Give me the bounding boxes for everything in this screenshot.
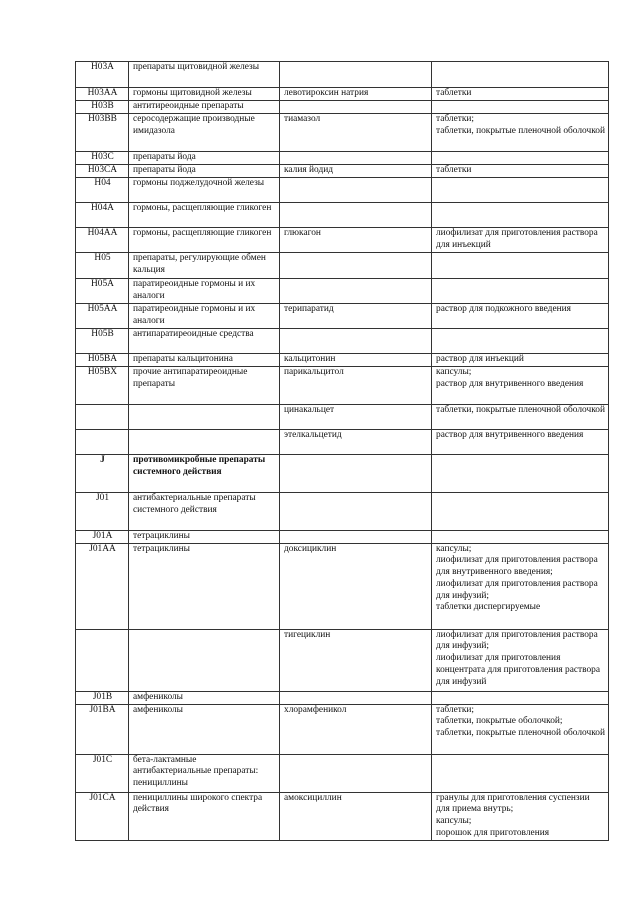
table-row: [76, 754, 609, 792]
drug-name-cell: [280, 62, 432, 88]
dosage-form-cell: [432, 253, 609, 279]
atc-table-body: [76, 62, 609, 841]
table-row: [76, 178, 609, 203]
table-row: [76, 152, 609, 165]
table-row: [76, 531, 609, 544]
dosage-form-cell: раствор для внутривенного введения: [432, 430, 609, 455]
dosage-form-cell: раствор для подкожного введения: [432, 304, 609, 329]
table-row: [76, 354, 609, 367]
group-name-cell: [129, 629, 280, 691]
drug-name-cell: [280, 253, 432, 279]
drug-name-cell: тигециклин: [280, 629, 432, 691]
group-name-cell: серосодержащие производные имидазола: [129, 114, 280, 152]
drug-name-cell: [280, 152, 432, 165]
atc-code-cell: H05AA: [76, 304, 129, 329]
atc-code-cell: H03CA: [76, 165, 129, 178]
atc-code-cell: H04AA: [76, 228, 129, 253]
table-row: [76, 279, 609, 304]
dosage-form-cell: [432, 101, 609, 114]
atc-code-cell: J01CA: [76, 792, 129, 840]
group-name-cell: антибактериальные препараты системного действия: [129, 493, 280, 531]
atc-code-cell: H03A: [76, 62, 129, 88]
dosage-form-cell: гранулы для приготовления суспензии для приема внутрь; капсулы; порошок для приготовления: [432, 792, 609, 840]
atc-code-cell: J01C: [76, 754, 129, 792]
atc-code-cell: J01: [76, 493, 129, 531]
atc-code-cell: J01AA: [76, 543, 129, 629]
atc-code-cell: H05BX: [76, 367, 129, 405]
table-row: [76, 329, 609, 354]
group-name-cell: паратиреоидные гормоны и их аналоги: [129, 279, 280, 304]
group-name-cell: препараты, регулирующие обмен кальция: [129, 253, 280, 279]
group-name-cell: бета-лактамные антибактериальные препараты: пенициллины: [129, 754, 280, 792]
group-name-cell: [129, 430, 280, 455]
atc-code-cell: [76, 430, 129, 455]
group-name-cell: препараты щитовидной железы: [129, 62, 280, 88]
atc-code-cell: H04: [76, 178, 129, 203]
drug-name-cell: терипаратид: [280, 304, 432, 329]
group-name-cell: паратиреоидные гормоны и их аналоги: [129, 304, 280, 329]
dosage-form-cell: [432, 178, 609, 203]
dosage-form-cell: раствор для инъекций: [432, 354, 609, 367]
table-row: [76, 165, 609, 178]
atc-code-cell: J01BA: [76, 704, 129, 754]
drug-name-cell: этелкальцетид: [280, 430, 432, 455]
table-row: [76, 88, 609, 101]
dosage-form-cell: таблетки: [432, 88, 609, 101]
drug-name-cell: доксициклин: [280, 543, 432, 629]
dosage-form-cell: капсулы; лиофилизат для приготовления раствора для внутривенного введения; лиофилизат для приготовления раствора для инфузий; таблетки диспергируемые: [432, 543, 609, 629]
atc-code-cell: [76, 405, 129, 430]
table-row: [76, 455, 609, 493]
dosage-form-cell: [432, 754, 609, 792]
table-row: [76, 114, 609, 152]
group-name-cell: прочие антипаратиреоидные препараты: [129, 367, 280, 405]
atc-code-cell: J01A: [76, 531, 129, 544]
dosage-form-cell: [432, 455, 609, 493]
table-row: [76, 792, 609, 840]
group-name-cell: тетрациклины: [129, 531, 280, 544]
drug-name-cell: [280, 279, 432, 304]
drug-name-cell: амоксициллин: [280, 792, 432, 840]
atc-code-cell: H04A: [76, 203, 129, 228]
drug-name-cell: [280, 101, 432, 114]
drug-name-cell: [280, 531, 432, 544]
dosage-form-cell: таблетки: [432, 165, 609, 178]
group-name-cell: антипаратиреоидные средства: [129, 329, 280, 354]
table-row: [76, 430, 609, 455]
group-name-cell: амфениколы: [129, 704, 280, 754]
group-name-cell: гормоны, расщепляющие гликоген: [129, 203, 280, 228]
atc-code-cell: H05A: [76, 279, 129, 304]
drug-name-cell: калия йодид: [280, 165, 432, 178]
drug-name-cell: [280, 691, 432, 704]
group-name-cell: тетрациклины: [129, 543, 280, 629]
dosage-form-cell: [432, 203, 609, 228]
drug-name-cell: [280, 754, 432, 792]
drug-name-cell: глюкагон: [280, 228, 432, 253]
table-row: [76, 62, 609, 88]
dosage-form-cell: таблетки; таблетки, покрытые оболочкой; таблетки, покрытые пленочной оболочкой: [432, 704, 609, 754]
dosage-form-cell: таблетки, покрытые пленочной оболочкой: [432, 405, 609, 430]
drug-name-cell: [280, 329, 432, 354]
table-row: [76, 493, 609, 531]
group-name-cell: пенициллины широкого спектра действия: [129, 792, 280, 840]
dosage-form-cell: капсулы; раствор для внутривенного введения: [432, 367, 609, 405]
dosage-form-cell: [432, 691, 609, 704]
dosage-form-cell: лиофилизат для приготовления раствора для инфузий; лиофилизат для приготовления концентрата для приготовления раствора для инфузий: [432, 629, 609, 691]
atc-drug-table: [75, 61, 609, 841]
table-row: [76, 253, 609, 279]
drug-name-cell: [280, 455, 432, 493]
atc-code-cell: H05BA: [76, 354, 129, 367]
atc-code-cell: [76, 629, 129, 691]
dosage-form-cell: лиофилизат для приготовления раствора для инъекций: [432, 228, 609, 253]
table-row: [76, 691, 609, 704]
drug-name-cell: тиамазол: [280, 114, 432, 152]
group-name-cell: препараты йода: [129, 165, 280, 178]
group-name-cell: препараты кальцитонина: [129, 354, 280, 367]
atc-code-cell: H03B: [76, 101, 129, 114]
drug-name-cell: хлорамфеникол: [280, 704, 432, 754]
dosage-form-cell: [432, 62, 609, 88]
dosage-form-cell: [432, 531, 609, 544]
group-name-cell: амфениколы: [129, 691, 280, 704]
table-row: [76, 101, 609, 114]
table-row: [76, 543, 609, 629]
table-row: [76, 367, 609, 405]
atc-code-cell: H05B: [76, 329, 129, 354]
group-name-cell: [129, 405, 280, 430]
group-name-cell: препараты йода: [129, 152, 280, 165]
drug-name-cell: левотироксин натрия: [280, 88, 432, 101]
group-name-cell: антитиреоидные препараты: [129, 101, 280, 114]
dosage-form-cell: [432, 493, 609, 531]
drug-name-cell: цинакальцет: [280, 405, 432, 430]
drug-name-cell: парикальцитол: [280, 367, 432, 405]
atc-code-cell: J: [76, 455, 129, 493]
atc-code-cell: J01B: [76, 691, 129, 704]
atc-code-cell: H05: [76, 253, 129, 279]
table-row: [76, 203, 609, 228]
table-row: [76, 704, 609, 754]
dosage-form-cell: таблетки; таблетки, покрытые пленочной оболочкой: [432, 114, 609, 152]
atc-code-cell: H03AA: [76, 88, 129, 101]
table-row: [76, 228, 609, 253]
dosage-form-cell: [432, 279, 609, 304]
dosage-form-cell: [432, 152, 609, 165]
table-row: [76, 304, 609, 329]
table-row: [76, 629, 609, 691]
group-name-cell: гормоны поджелудочной железы: [129, 178, 280, 203]
table-row: [76, 405, 609, 430]
group-name-cell: противомикробные препараты системного действия: [129, 455, 280, 493]
group-name-cell: гормоны щитовидной железы: [129, 88, 280, 101]
drug-name-cell: [280, 203, 432, 228]
drug-name-cell: кальцитонин: [280, 354, 432, 367]
atc-code-cell: H03BB: [76, 114, 129, 152]
group-name-cell: гормоны, расщепляющие гликоген: [129, 228, 280, 253]
drug-name-cell: [280, 493, 432, 531]
dosage-form-cell: [432, 329, 609, 354]
drug-name-cell: [280, 178, 432, 203]
atc-code-cell: H03C: [76, 152, 129, 165]
